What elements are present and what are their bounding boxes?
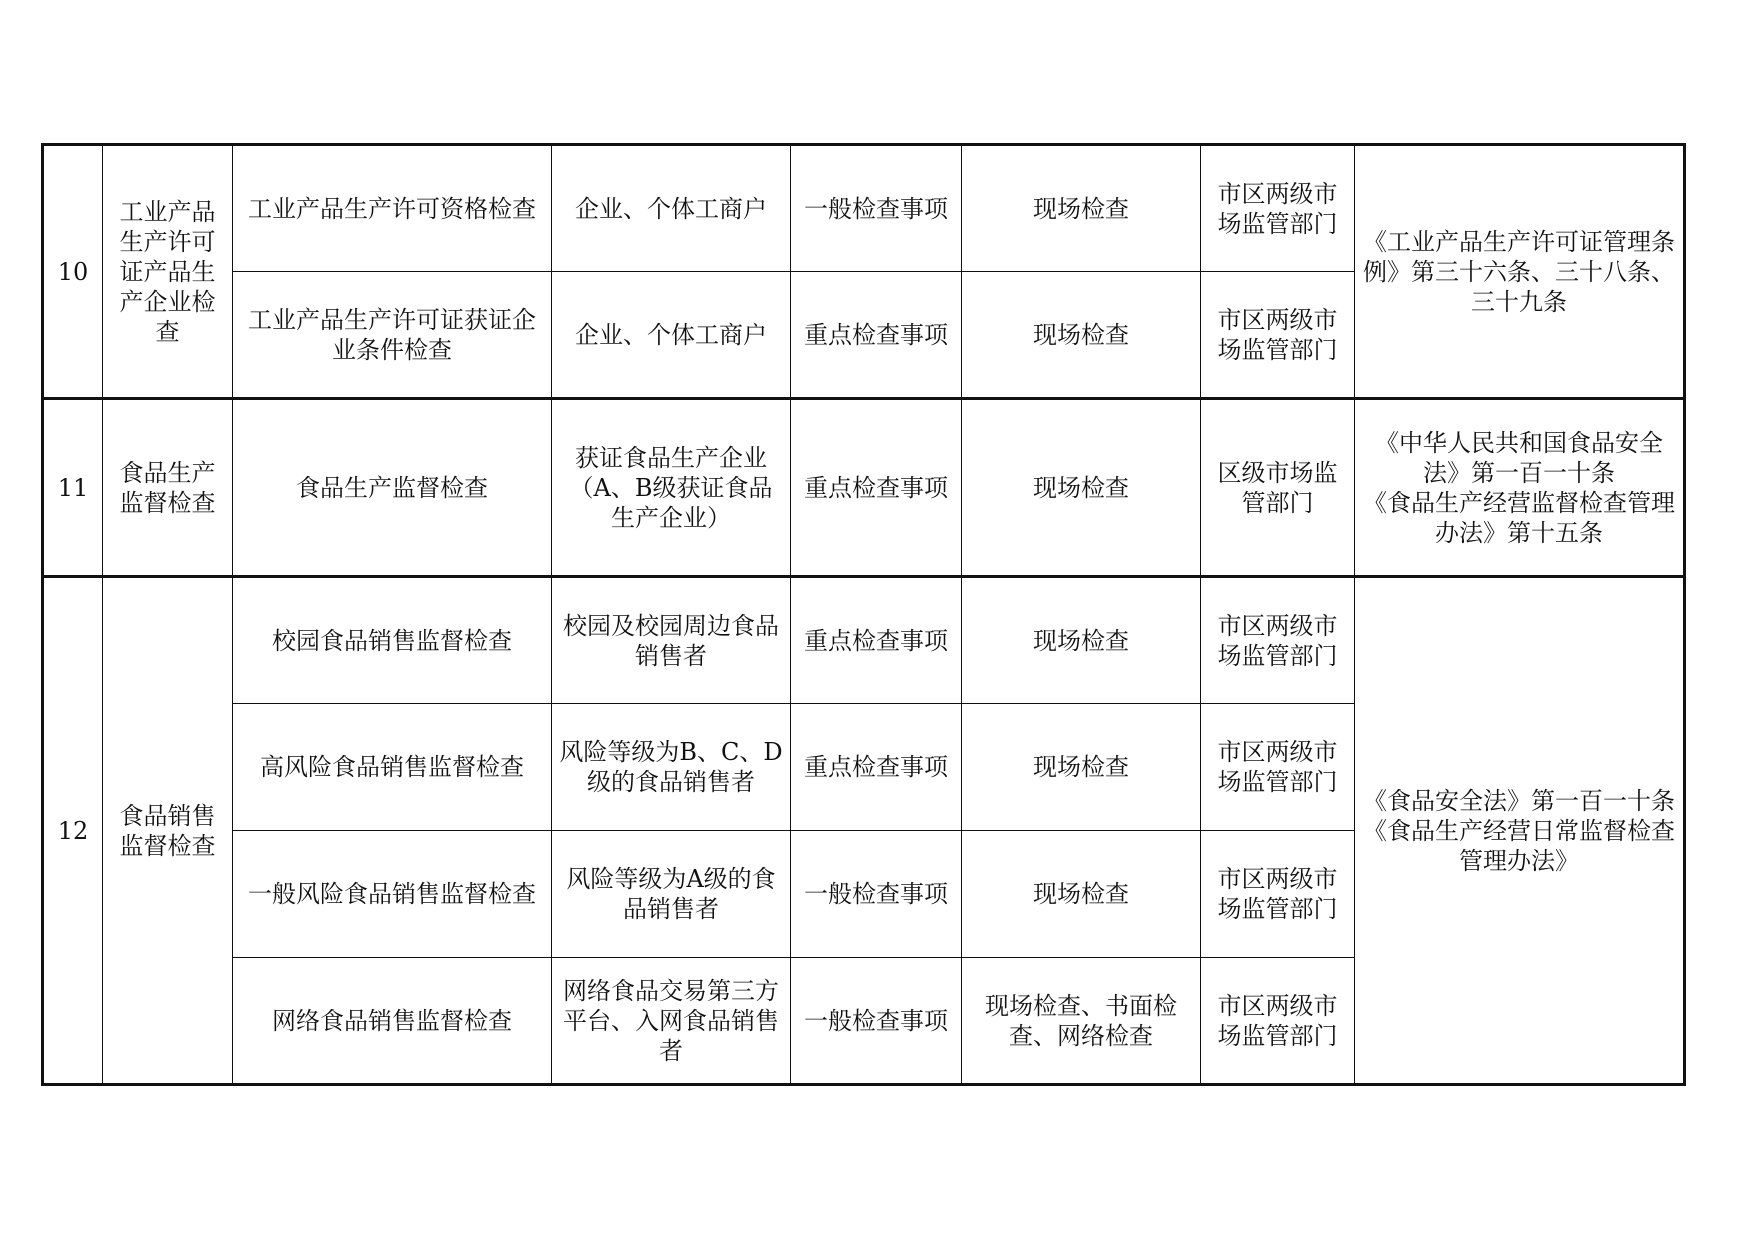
legal-basis-line: 《中华人民共和国食品安全法》第一百一十条 (1375, 428, 1663, 487)
inspection-type: 重点检查事项 (791, 399, 962, 577)
legal-basis (1355, 399, 1685, 577)
inspection-type: 重点检查事项 (791, 272, 962, 399)
legal-basis-line: 《食品生产经营监督检查管理办法》第十五条 (1363, 488, 1675, 547)
inspection-department: 市区两级市场监管部门 (1201, 577, 1355, 704)
inspection-target: 风险等级为A级的食品销售者 (552, 831, 791, 958)
inspection-type: 一般检查事项 (791, 958, 962, 1085)
inspection-table-page (41, 143, 1686, 1086)
inspection-method: 现场检查 (962, 145, 1201, 272)
inspection-target: 网络食品交易第三方平台、入网食品销售者 (552, 958, 791, 1085)
inspection-item-name: 网络食品销售监督检查 (233, 958, 552, 1085)
inspection-department: 市区两级市场监管部门 (1201, 704, 1355, 831)
legal-basis-line: 《食品生产经营日常监督检查管理办法》 (1363, 816, 1675, 875)
legal-basis-line: 《食品安全法》第一百一十条 (1363, 786, 1675, 815)
inspection-department: 市区两级市场监管部门 (1201, 272, 1355, 399)
table-row (43, 577, 1685, 704)
table-row (43, 145, 1685, 272)
table-row (43, 399, 1685, 577)
inspection-item-name: 高风险食品销售监督检查 (233, 704, 552, 831)
inspection-target: 企业、个体工商户 (552, 145, 791, 272)
inspection-target: 获证食品生产企业（A、B级获证食品生产企业） (552, 399, 791, 577)
inspection-item-name: 工业产品生产许可证获证企业条件检查 (233, 272, 552, 399)
inspection-target: 校园及校园周边食品销售者 (552, 577, 791, 704)
inspection-type: 一般检查事项 (791, 145, 962, 272)
inspection-department: 市区两级市场监管部门 (1201, 958, 1355, 1085)
inspection-item-name: 工业产品生产许可资格检查 (233, 145, 552, 272)
inspection-items-table (41, 143, 1686, 1086)
inspection-item-name: 食品生产监督检查 (233, 399, 552, 577)
inspection-method: 现场检查 (962, 399, 1201, 577)
legal-basis (1355, 145, 1685, 399)
inspection-category: 食品销售监督检查 (103, 577, 233, 1085)
inspection-method: 现场检查、书面检查、网络检查 (962, 958, 1201, 1085)
inspection-item-name: 一般风险食品销售监督检查 (233, 831, 552, 958)
inspection-type: 一般检查事项 (791, 831, 962, 958)
inspection-method: 现场检查 (962, 577, 1201, 704)
inspection-type: 重点检查事项 (791, 704, 962, 831)
item-number: 10 (43, 145, 103, 399)
inspection-category: 工业产品生产许可证产品生产企业检查 (103, 145, 233, 399)
inspection-method: 现场检查 (962, 831, 1201, 958)
inspection-item-name: 校园食品销售监督检查 (233, 577, 552, 704)
inspection-method: 现场检查 (962, 704, 1201, 831)
inspection-category: 食品生产监督检查 (103, 399, 233, 577)
item-number: 12 (43, 577, 103, 1085)
inspection-department: 区级市场监管部门 (1201, 399, 1355, 577)
inspection-type: 重点检查事项 (791, 577, 962, 704)
inspection-department: 市区两级市场监管部门 (1201, 831, 1355, 958)
legal-basis-line: 《工业产品生产许可证管理条例》第三十六条、三十八条、三十九条 (1363, 227, 1675, 316)
legal-basis (1355, 577, 1685, 1085)
inspection-target: 风险等级为B、C、D级的食品销售者 (552, 704, 791, 831)
inspection-method: 现场检查 (962, 272, 1201, 399)
item-number: 11 (43, 399, 103, 577)
inspection-target: 企业、个体工商户 (552, 272, 791, 399)
inspection-department: 市区两级市场监管部门 (1201, 145, 1355, 272)
